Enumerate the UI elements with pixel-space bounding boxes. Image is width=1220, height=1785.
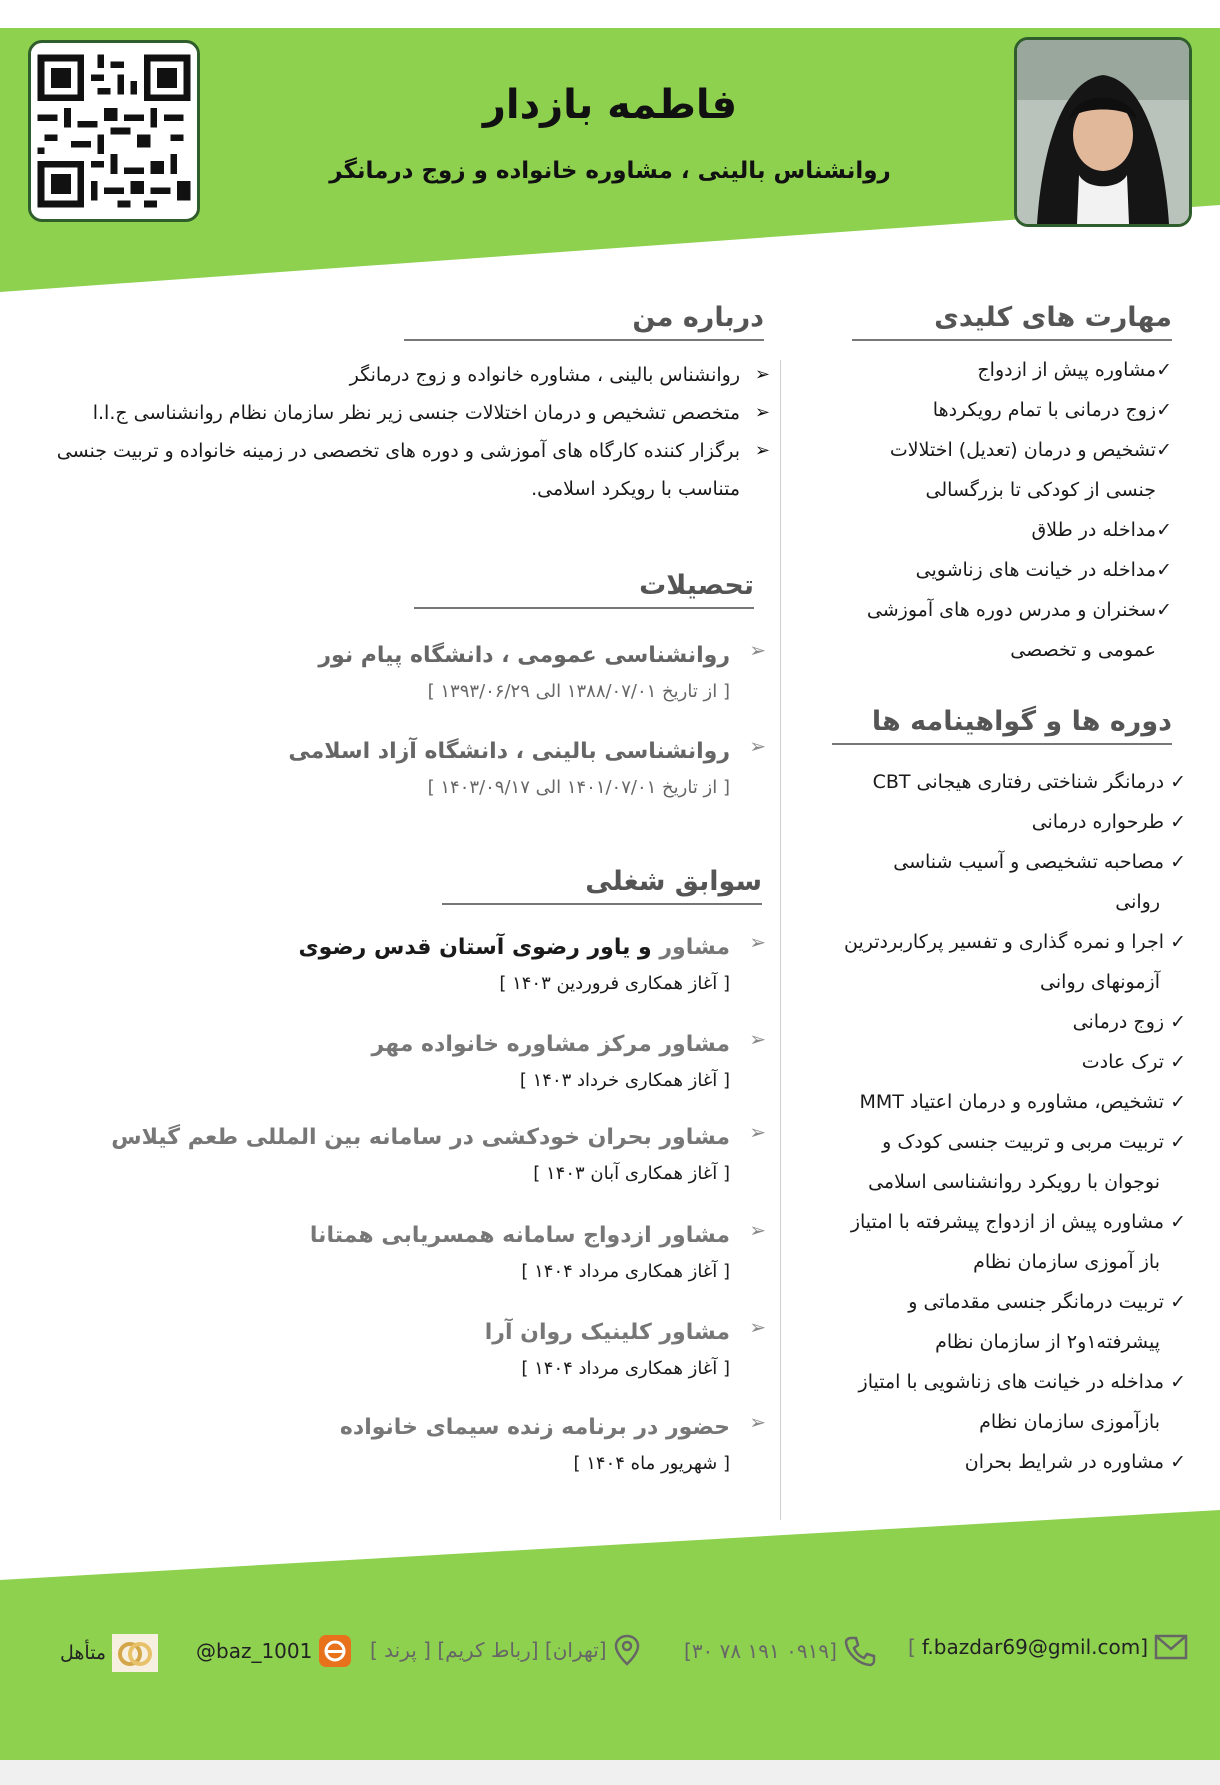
location-text: [تهران] [رباط کریم] [ پرند ]: [370, 1634, 641, 1666]
skill-item: ✓تشخیص و درمان (تعدیل) اختلالات: [889, 439, 1172, 461]
arrow-bullet-icon: ➢: [754, 440, 770, 461]
course-item: ✓ تشخیص، مشاوره و درمان اعتیاد MMT: [859, 1091, 1186, 1113]
skills-heading: مهارت های کلیدی: [852, 302, 1172, 341]
job-item: ➢ حضور در برنامه زنده سیمای خانواده [ شهریور ماه ۱۴۰۴ ]: [339, 1410, 766, 1474]
arrow-bullet-icon: ➢: [749, 930, 766, 954]
instagram-link[interactable]: @baz_1001: [196, 1634, 352, 1668]
arrow-bullet-icon: ➢: [749, 1315, 766, 1339]
profile-photo: [1014, 37, 1192, 227]
about-list: [30, 356, 770, 508]
arrow-bullet-icon: ➢: [749, 1027, 766, 1051]
skill-item: ✓مداخله در طلاق: [1031, 519, 1172, 541]
job-item: ➢ مشاور کلینیک روان آرا [ آغاز همکاری مرداد ۱۴۰۴ ]: [484, 1315, 766, 1379]
eitaa-icon: [318, 1634, 352, 1668]
courses-list: [826, 762, 1186, 1482]
course-item: ✓ تربیت درمانگر جنسی مقدماتی و: [908, 1291, 1186, 1313]
jobs-heading: سوابق شغلی: [442, 866, 762, 905]
about-heading: درباره من: [404, 302, 764, 341]
arrow-bullet-icon: ➢: [749, 1120, 766, 1144]
course-item: ✓ اجرا و نمره گذاری و تفسیر پرکاربردترین: [844, 931, 1186, 953]
course-item: ✓ تربیت مربی و تربیت جنسی کودک و: [882, 1131, 1186, 1153]
job-item: ➢ مشاور بحران خودکشی در سامانه بین المللی طعم گیلاس [ آغاز همکاری آبان ۱۴۰۳ ]: [111, 1120, 766, 1184]
job-item: ➢ مشاور مرکز مشاوره خانواده مهر [ آغاز همکاری خرداد ۱۴۰۳ ]: [371, 1027, 766, 1091]
education-heading: تحصیلات: [414, 570, 754, 609]
person-photo-icon: [1017, 40, 1189, 224]
skills-list: [832, 350, 1172, 670]
person-title: روانشناس بالینی ، مشاوره خانواده و زوج درمانگر: [329, 158, 891, 184]
job-item: ➢ مشاور ازدواج سامانه همسریابی همتانا [ آغاز همکاری مرداد ۱۴۰۴ ]: [309, 1218, 766, 1282]
qr-code[interactable]: [28, 40, 200, 222]
education-item: ➢ روانشناسی عمومی ، دانشگاه پیام نور [ از تاریخ ۱۳۸۸/۰۷/۰۱ الی ۱۳۹۳/۰۶/۲۹ ]: [318, 638, 766, 702]
person-name: فاطمه بازدار: [482, 82, 738, 128]
rings-icon: [112, 1634, 158, 1672]
arrow-bullet-icon: ➢: [749, 638, 766, 662]
course-item: ✓ مشاوره در شرایط بحران: [964, 1451, 1186, 1473]
course-item: باز آموزی سازمان نظام: [973, 1251, 1160, 1273]
arrow-bullet-icon: ➢: [749, 734, 766, 758]
column-divider: [780, 360, 781, 1520]
skill-item: ✓مداخله در خیانت های زناشویی: [915, 559, 1172, 581]
course-item: بازآموزی سازمان نظام: [979, 1411, 1160, 1433]
arrow-bullet-icon: ➢: [754, 402, 770, 423]
job-item: ➢ مشاور و یاور رضوی آستان قدس رضوی [ آغاز همکاری فروردین ۱۴۰۳ ]: [298, 930, 766, 994]
course-item: نوجوان با رویکرد روانشناسی اسلامی: [868, 1171, 1160, 1193]
skill-item: جنسی از کودکی تا بزرگسالی: [925, 479, 1156, 501]
education-item: ➢ روانشناسی بالینی ، دانشگاه آزاد اسلامی [ از تاریخ ۱۴۰۱/۰۷/۰۱ الی ۱۴۰۳/۰۹/۱۷ ]: [288, 734, 766, 798]
course-item: آزمونهای روانی: [1040, 971, 1160, 993]
qr-code-icon: [31, 43, 197, 219]
phone-link[interactable]: [۰۹۱۹ ۱۹۱ ۷۸ ۳۰]: [684, 1634, 877, 1668]
location-pin-icon: [613, 1634, 641, 1666]
course-item: ✓ مصاحبه تشخیصی و آسیب شناسی: [893, 851, 1186, 873]
skill-item: ✓مشاوره پیش از ازدواج: [977, 359, 1172, 381]
course-item: ✓ زوج درمانی: [1072, 1011, 1186, 1033]
course-item: ✓ ترک عادت: [1081, 1051, 1186, 1073]
email-link[interactable]: [ f.bazdar69@gmil.com]: [908, 1634, 1188, 1660]
course-item: ✓ درمانگر شناختی رفتاری هیجانی CBT: [872, 771, 1186, 793]
marital-status: متأهل: [60, 1634, 158, 1672]
arrow-bullet-icon: ➢: [749, 1218, 766, 1242]
contact-row: [60, 1634, 1180, 1674]
course-item: پیشرفته۱و۲ از سازمان نظام: [935, 1331, 1160, 1353]
course-item: روانی: [1115, 891, 1160, 913]
page-bottom-strip: [0, 1760, 1220, 1785]
skill-item: ✓سخنران و مدرس دوره های آموزشی: [866, 599, 1172, 621]
arrow-bullet-icon: ➢: [754, 364, 770, 385]
course-item: ✓ طرحواره درمانی: [1031, 811, 1186, 833]
about-item: ➢ روانشناس بالینی ، مشاوره خانواده و زوج درمانگر: [30, 356, 770, 394]
course-item: ✓ مشاوره پیش از ازدواج پیشرفته با امتیاز: [850, 1211, 1186, 1233]
phone-icon: [843, 1634, 877, 1668]
skill-item: عمومی و تخصصی: [1010, 639, 1156, 661]
about-item: ➢ برگزار کننده کارگاه های آموزشی و دوره های تخصصی در زمینه خانواده و تربیت جنسی متناسب با رویکرد اسلامی.: [30, 432, 770, 508]
course-item: ✓ مداخله در خیانت های زناشویی با امتیاز: [858, 1371, 1186, 1393]
arrow-bullet-icon: ➢: [749, 1410, 766, 1434]
about-item: ➢ متخصص تشخیص و درمان اختلالات جنسی زیر نظر سازمان نظام روانشناسی ج.ا.ا: [30, 394, 770, 432]
envelope-icon: [1154, 1634, 1188, 1660]
courses-heading: دوره ها و گواهینامه ها: [832, 706, 1172, 745]
skill-item: ✓زوج درمانی با تمام رویکردها: [932, 399, 1172, 421]
